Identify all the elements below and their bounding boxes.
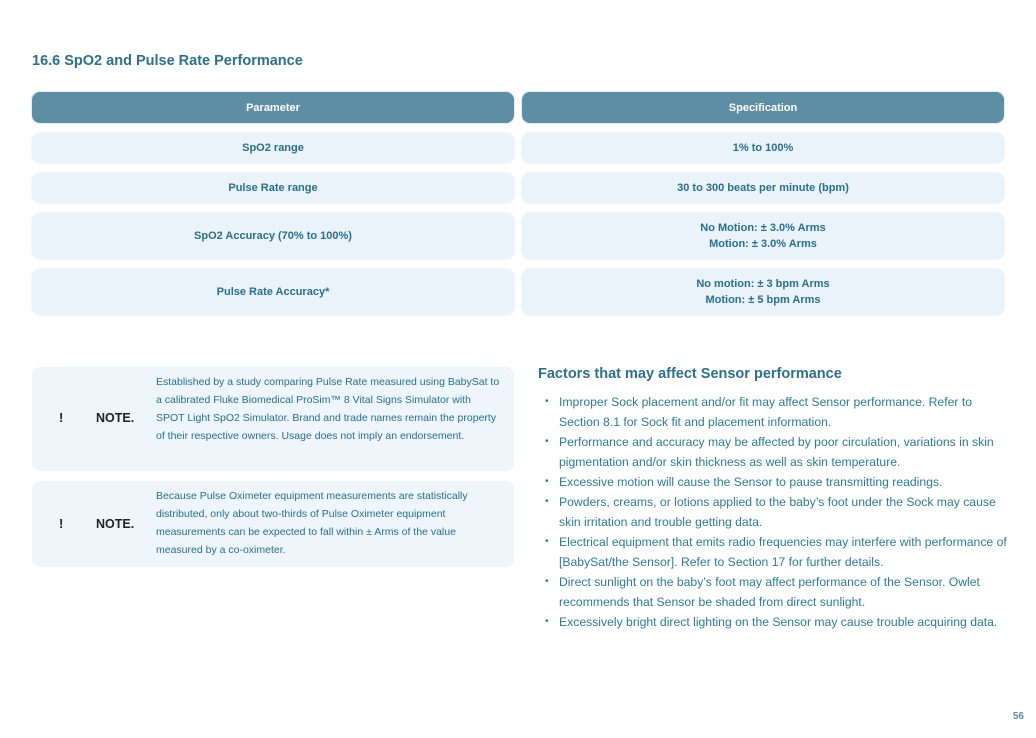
bullet-icon: • bbox=[545, 536, 549, 547]
list-item bbox=[545, 532, 1010, 572]
spec-line: No motion: ± 3 bpm Arms bbox=[696, 278, 830, 290]
table-cell-specification bbox=[522, 213, 1004, 259]
alert-icon: ! bbox=[59, 516, 64, 531]
list-item bbox=[545, 472, 1010, 492]
table-cell-specification bbox=[522, 269, 1004, 315]
note-box bbox=[32, 367, 514, 471]
list-item bbox=[545, 492, 1010, 532]
bullet-icon: • bbox=[545, 436, 549, 447]
list-item-text: Excessively bright direct lighting on the Sensor may cause trouble acquiring data. bbox=[559, 615, 998, 629]
table-cell-specification bbox=[522, 173, 1004, 203]
note-label: NOTE. bbox=[96, 411, 135, 425]
spec-line: Motion: ± 3.0% Arms bbox=[709, 238, 817, 250]
factors-title: Factors that may affect Sensor performance bbox=[538, 366, 842, 382]
note-text: Because Pulse Oximeter equipment measurements are statistically distributed, only about two-thirds of Pulse Oximeter equipment measurements can be expected to fall within ± Arms of the value measured by a co-oximeter. bbox=[156, 490, 468, 556]
note-label: NOTE. bbox=[96, 517, 135, 531]
list-item bbox=[545, 572, 1010, 612]
table-cell-specification bbox=[522, 133, 1004, 163]
spec-line: 1% to 100% bbox=[732, 142, 794, 154]
table-cell-parameter: Pulse Rate range bbox=[32, 173, 514, 203]
table-cell-parameter: Pulse Rate Accuracy* bbox=[32, 269, 514, 315]
list-item bbox=[545, 392, 1010, 432]
list-item-text: Improper Sock placement and/or fit may affect Sensor performance. Refer to Section 8.1 for Sock fit and placement information. bbox=[559, 395, 972, 429]
bullet-icon: • bbox=[545, 396, 549, 407]
list-item-text: Performance and accuracy may be affected by poor circulation, variations in skin pigmentation and/or skin thickness as well as skin temperature. bbox=[559, 435, 994, 469]
bullet-icon: • bbox=[545, 576, 549, 587]
spec-line: Motion: ± 5 bpm Arms bbox=[705, 294, 821, 306]
page-number: 56 bbox=[1012, 711, 1024, 722]
list-item bbox=[545, 612, 1010, 632]
table-cell-parameter: SpO2 Accuracy (70% to 100%) bbox=[32, 213, 514, 259]
spec-line: No Motion: ± 3.0% Arms bbox=[700, 222, 826, 234]
bullet-icon: • bbox=[545, 616, 549, 627]
note-box bbox=[32, 481, 514, 567]
spec-line: 30 to 300 beats per minute (bpm) bbox=[677, 182, 849, 194]
bullet-icon: • bbox=[545, 476, 549, 487]
alert-icon: ! bbox=[59, 410, 64, 425]
section-title: 16.6 SpO2 and Pulse Rate Performance bbox=[32, 53, 303, 69]
bullet-icon: • bbox=[545, 496, 549, 507]
list-item bbox=[545, 432, 1010, 472]
list-item-text: Powders, creams, or lotions applied to the baby’s foot under the Sock may cause skin irritation and trouble getting data. bbox=[559, 495, 996, 529]
table-header-parameter: Parameter bbox=[32, 92, 514, 123]
note-text: Established by a study comparing Pulse Rate measured using BabySat to a calibrated Fluke Biomedical ProSim™ 8 Vital Signs Simulator with SPOT Light SpO2 Simulator. Brand and trade names remain the property of their respective owners. Usage does not imply an endorsement. bbox=[156, 376, 500, 442]
factors-list bbox=[545, 392, 1010, 632]
list-item-text: Excessive motion will cause the Sensor to pause transmitting readings. bbox=[559, 475, 943, 489]
list-item-text: Direct sunlight on the baby’s foot may affect performance of the Sensor. Owlet recommends that Sensor be shaded from direct sunlight. bbox=[559, 575, 980, 609]
table-cell-parameter: SpO2 range bbox=[32, 133, 514, 163]
list-item-text: Electrical equipment that emits radio frequencies may interfere with performance of [BabySat/the Sensor]. Refer to Section 17 for further details. bbox=[559, 535, 1007, 569]
table-header-specification: Specification bbox=[522, 92, 1004, 123]
